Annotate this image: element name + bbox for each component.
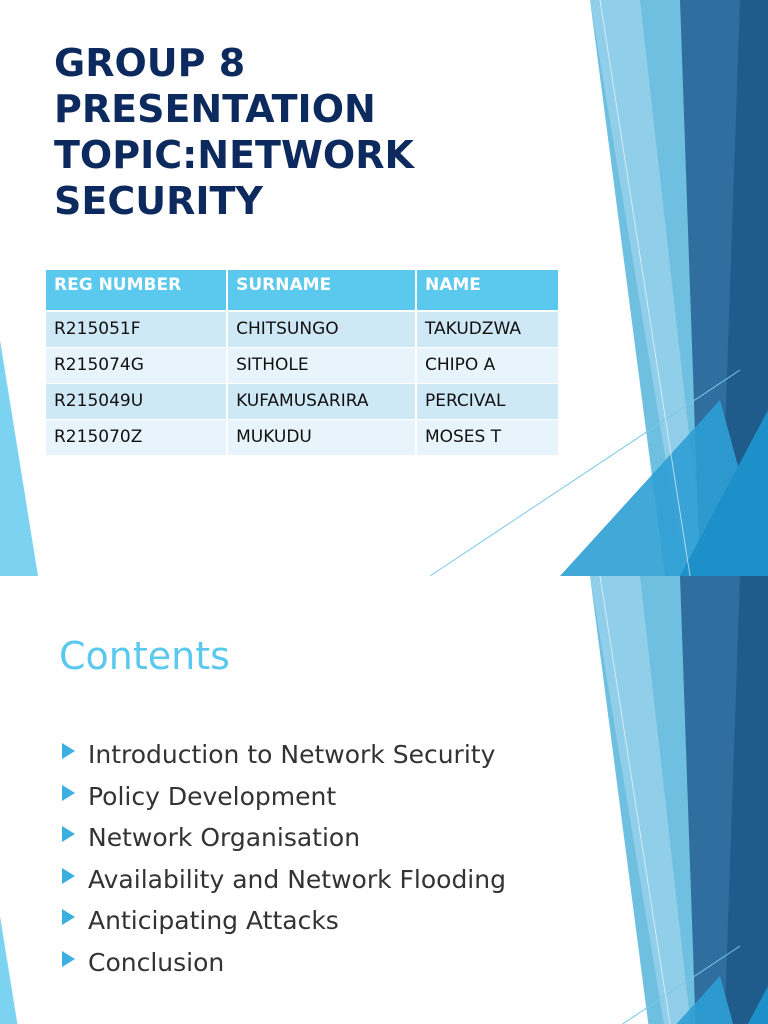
column-header-surname: SURNAME — [227, 270, 416, 311]
triangle-bullet-icon — [62, 826, 75, 842]
list-item — [60, 821, 506, 863]
group-members-table — [46, 270, 558, 456]
title-line: TOPIC:NETWORK — [54, 133, 414, 177]
title-line: SECURITY — [54, 179, 263, 223]
triangle-bullet-icon — [62, 743, 75, 759]
contents-list — [60, 738, 506, 987]
title-line: PRESENTATION — [54, 87, 376, 131]
list-item-label: Policy Development — [88, 781, 337, 811]
name-cell: CHIPO A — [416, 347, 558, 383]
list-item-label: Anticipating Attacks — [88, 906, 339, 935]
reg-number-cell: R215049U — [46, 383, 227, 419]
surname-cell: KUFAMUSARIRA — [227, 383, 416, 419]
list-item — [60, 904, 506, 946]
name-cell: MOSES T — [416, 419, 558, 455]
list-item-label: Conclusion — [88, 947, 225, 977]
reg-number-cell: R215051F — [46, 311, 227, 347]
reg-number-cell: R215074G — [46, 347, 227, 383]
triangle-bullet-icon — [62, 951, 75, 967]
table-row — [46, 311, 558, 347]
slide-2-title: Contents — [59, 634, 230, 678]
list-item-label: Introduction to Network Security — [88, 740, 496, 769]
reg-number-cell: R215070Z — [46, 419, 227, 455]
list-item — [60, 946, 506, 988]
name-cell: TAKUDZWA — [416, 311, 558, 347]
slide-2 — [0, 576, 768, 1024]
name-cell: PERCIVAL — [416, 383, 558, 419]
title-line: GROUP 8 — [54, 41, 246, 85]
table-row — [46, 383, 558, 419]
list-item-label: Availability and Network Flooding — [88, 864, 506, 894]
surname-cell: SITHOLE — [227, 347, 416, 383]
table-row — [46, 419, 558, 455]
list-item-label: Network Organisation — [88, 823, 361, 852]
table-row — [46, 347, 558, 383]
column-header-name: NAME — [416, 270, 558, 311]
list-item — [60, 738, 506, 780]
surname-cell: MUKUDU — [227, 419, 416, 455]
slide-1-title — [54, 40, 574, 224]
column-header-reg-number: REG NUMBER — [46, 270, 227, 311]
surname-cell: CHITSUNGO — [227, 311, 416, 347]
triangle-bullet-icon — [62, 909, 75, 925]
triangle-bullet-icon — [62, 785, 75, 801]
triangle-bullet-icon — [62, 868, 75, 884]
list-item — [60, 780, 506, 822]
table-header-row — [46, 270, 558, 311]
list-item — [60, 863, 506, 905]
